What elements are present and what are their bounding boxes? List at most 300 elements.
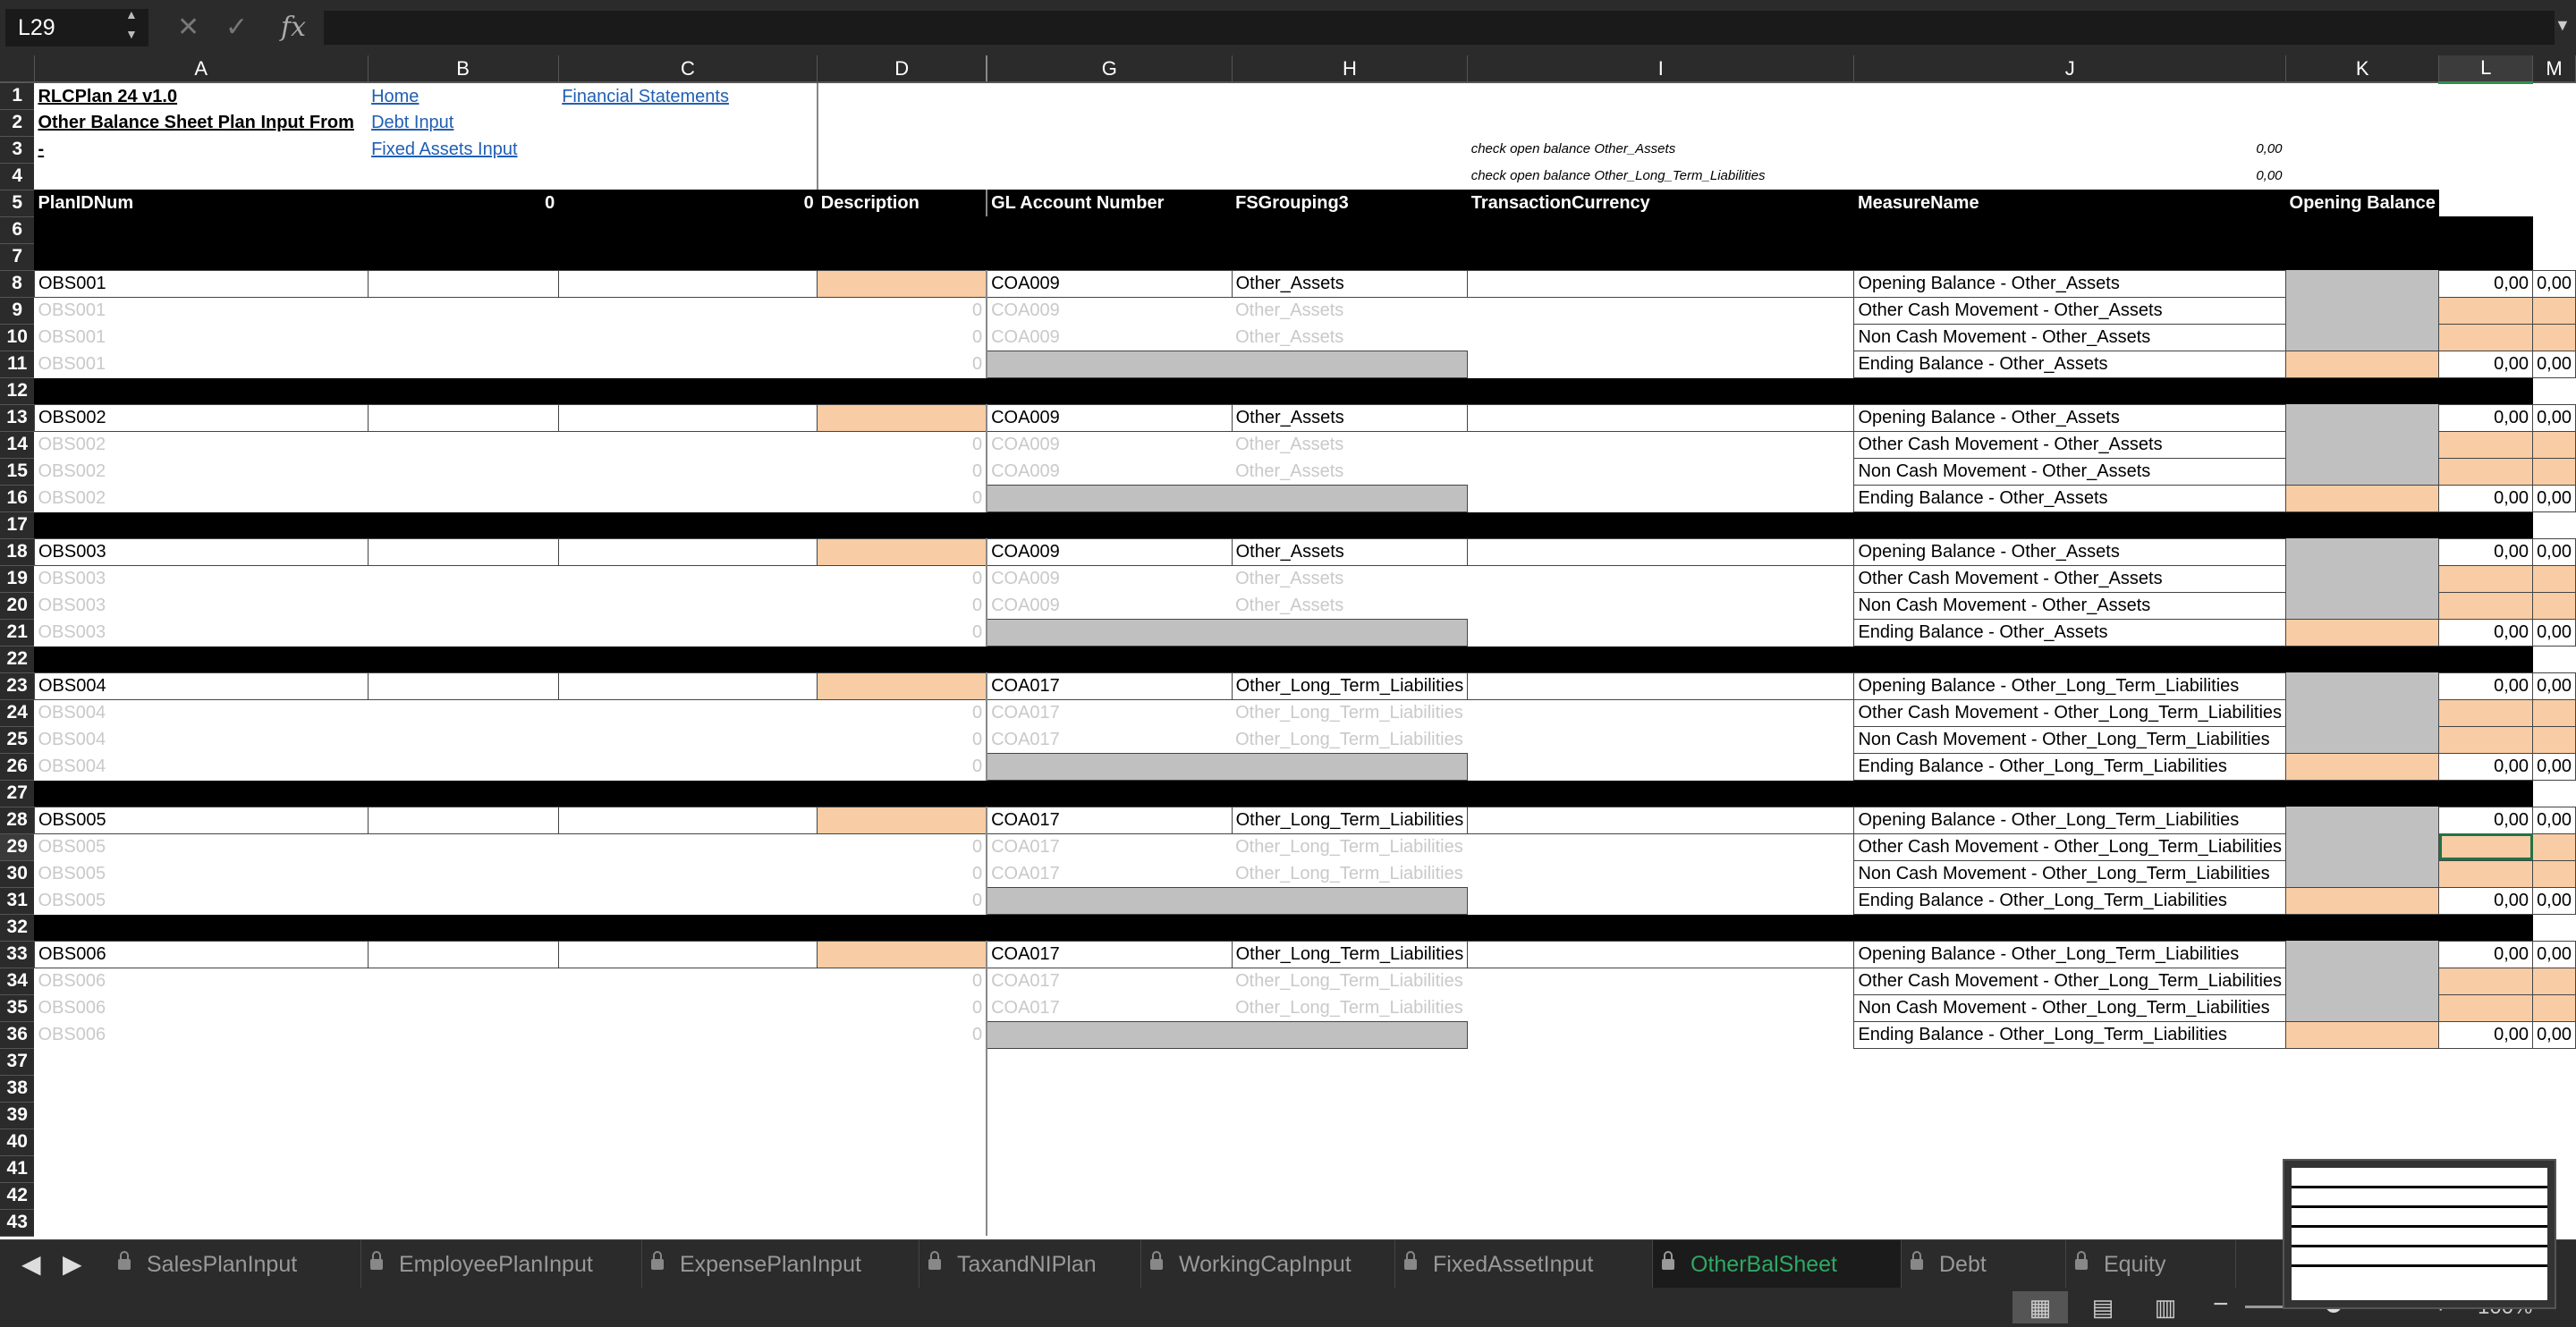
cell[interactable] [1854, 1128, 2286, 1155]
name-box-down-icon[interactable]: ▼ [125, 27, 138, 41]
cell[interactable] [1232, 163, 1468, 190]
tab-otherbalsheet[interactable] [1653, 1240, 1902, 1289]
plan-id[interactable]: OBS006 [34, 941, 368, 968]
debt-input-link[interactable]: Debt Input [371, 113, 454, 132]
page-layout-icon[interactable]: ▤ [2091, 1294, 2114, 1321]
cell[interactable] [1468, 109, 1854, 136]
value-l[interactable] [2439, 860, 2533, 887]
input-b[interactable] [368, 807, 558, 833]
tab-fixedassetinput[interactable] [1395, 1240, 1653, 1289]
plan-id[interactable]: OBS004 [38, 730, 106, 749]
value-m[interactable] [2533, 699, 2576, 726]
value-m[interactable]: 0,00 [2533, 1021, 2576, 1048]
formula-input[interactable] [324, 11, 2555, 45]
transaction-currency[interactable] [1468, 860, 1854, 887]
cell[interactable] [2439, 136, 2533, 163]
cell[interactable] [558, 619, 818, 646]
separator-band[interactable] [34, 216, 2532, 243]
opening-balance-input[interactable] [2286, 431, 2439, 458]
cell[interactable] [1232, 1102, 1468, 1128]
plan-id[interactable]: OBS005 [38, 864, 106, 883]
transaction-currency[interactable] [1468, 351, 1854, 377]
plan-id[interactable]: OBS004 [34, 672, 368, 699]
transaction-currency[interactable] [1468, 968, 1854, 994]
cell[interactable] [368, 1102, 558, 1128]
description-zero[interactable]: 0 [818, 485, 987, 511]
gl-account[interactable]: COA017 [991, 971, 1060, 992]
value-m[interactable]: 0,00 [2533, 619, 2576, 646]
cell[interactable] [987, 1048, 1232, 1075]
row-header[interactable]: 37 [0, 1048, 34, 1075]
cell[interactable] [818, 1209, 987, 1236]
cell[interactable] [558, 1128, 818, 1155]
value-l[interactable]: 0,00 [2439, 619, 2533, 646]
locked-cell[interactable] [987, 351, 1468, 377]
cell[interactable] [558, 163, 818, 190]
row-header[interactable]: 25 [0, 726, 34, 753]
row-header[interactable]: 4 [0, 163, 34, 190]
value-m[interactable] [2533, 565, 2576, 592]
transaction-currency[interactable] [1468, 404, 1854, 431]
input-c[interactable] [558, 672, 818, 699]
cell[interactable] [558, 968, 818, 994]
measure-name[interactable]: Opening Balance - Other_Assets [1854, 404, 2286, 431]
column-header-d[interactable]: D [818, 55, 987, 82]
gl-account[interactable]: COA017 [987, 807, 1232, 833]
transaction-currency[interactable] [1468, 699, 1854, 726]
measure-name[interactable]: Other Cash Movement - Other_Long_Term_Liabilities [1854, 968, 2286, 994]
opening-balance-input[interactable] [2286, 592, 2439, 619]
gl-account[interactable]: COA009 [991, 461, 1060, 481]
cell[interactable] [368, 351, 558, 377]
column-header-i[interactable]: I [1468, 55, 1854, 82]
opening-balance-input[interactable] [2286, 968, 2439, 994]
cell[interactable] [368, 726, 558, 753]
cell[interactable] [368, 297, 558, 324]
cell[interactable] [368, 1155, 558, 1182]
cell[interactable] [818, 1048, 987, 1075]
measure-name[interactable]: Other Cash Movement - Other_Long_Term_Liabilities [1854, 833, 2286, 860]
value-l[interactable] [2439, 968, 2533, 994]
fs-grouping[interactable]: Other_Assets [1232, 270, 1468, 297]
plan-id[interactable]: OBS002 [38, 488, 106, 508]
cell[interactable] [34, 1048, 368, 1075]
cell[interactable] [368, 1075, 558, 1102]
value-m[interactable]: 0,00 [2533, 753, 2576, 780]
cell[interactable] [2286, 82, 2439, 109]
page-break-icon[interactable]: ▥ [2154, 1294, 2177, 1321]
cell[interactable] [34, 1102, 368, 1128]
row-header[interactable]: 19 [0, 565, 34, 592]
zoom-out-icon[interactable]: − [2213, 1289, 2229, 1319]
description-zero[interactable]: 0 [818, 833, 987, 860]
header-c-zero[interactable]: 0 [558, 190, 818, 216]
cell[interactable] [1854, 1048, 2286, 1075]
input-c[interactable] [558, 538, 818, 565]
measure-name[interactable]: Non Cash Movement - Other_Long_Term_Liabilities [1854, 860, 2286, 887]
plan-id[interactable]: OBS004 [38, 756, 106, 776]
measure-name[interactable]: Opening Balance - Other_Long_Term_Liabilities [1854, 807, 2286, 833]
value-l[interactable]: 0,00 [2439, 941, 2533, 968]
row-header[interactable]: 11 [0, 351, 34, 377]
value-l[interactable] [2439, 833, 2533, 860]
value-l[interactable]: 0,00 [2439, 807, 2533, 833]
cell[interactable] [1468, 1075, 1854, 1102]
cell[interactable] [1468, 1128, 1854, 1155]
value-m[interactable] [2533, 860, 2576, 887]
locked-cell[interactable] [987, 887, 1468, 914]
fs-grouping[interactable]: Other_Assets [1235, 435, 1344, 455]
cell[interactable] [987, 136, 1232, 163]
value-m[interactable] [2533, 431, 2576, 458]
row-header[interactable]: 3 [0, 136, 34, 163]
fs-grouping[interactable]: Other_Assets [1232, 538, 1468, 565]
cell[interactable] [558, 887, 818, 914]
cell[interactable] [2439, 1102, 2533, 1128]
opening-balance-input[interactable] [2286, 807, 2439, 833]
measure-name[interactable]: Opening Balance - Other_Long_Term_Liabilities [1854, 672, 2286, 699]
column-header-g[interactable]: G [987, 55, 1232, 82]
measure-name[interactable]: Non Cash Movement - Other_Assets [1854, 592, 2286, 619]
separator-band[interactable] [34, 511, 2532, 538]
transaction-currency[interactable] [1468, 324, 1854, 351]
header-description[interactable]: Description [818, 190, 987, 216]
gl-account[interactable]: COA017 [987, 941, 1232, 968]
row-header[interactable]: 13 [0, 404, 34, 431]
value-m[interactable]: 0,00 [2533, 672, 2576, 699]
row-header[interactable]: 10 [0, 324, 34, 351]
cell[interactable] [368, 1048, 558, 1075]
cell[interactable] [818, 109, 987, 136]
gl-account[interactable]: COA009 [991, 595, 1060, 615]
gl-account[interactable]: COA009 [991, 569, 1060, 589]
normal-view-icon[interactable]: ▦ [2012, 1291, 2068, 1323]
opening-balance-input[interactable] [2286, 699, 2439, 726]
input-b[interactable] [368, 270, 558, 297]
cell[interactable] [987, 1155, 1232, 1182]
row-header[interactable]: 33 [0, 941, 34, 968]
fs-grouping[interactable]: Other_Assets [1232, 404, 1468, 431]
plan-id[interactable]: OBS006 [38, 1025, 106, 1044]
header-b-zero[interactable]: 0 [368, 190, 558, 216]
value-m[interactable]: 0,00 [2533, 807, 2576, 833]
row-header[interactable]: 27 [0, 780, 34, 807]
cell[interactable] [818, 1182, 987, 1209]
cell[interactable] [368, 860, 558, 887]
row-header[interactable]: 40 [0, 1128, 34, 1155]
cell[interactable] [368, 485, 558, 511]
header-opening-balance[interactable]: Opening Balance [2286, 190, 2439, 216]
measure-name[interactable]: Ending Balance - Other_Assets [1854, 485, 2286, 511]
value-m[interactable]: 0,00 [2533, 887, 2576, 914]
description-input[interactable] [818, 807, 987, 833]
cell[interactable] [2286, 136, 2439, 163]
value-m[interactable] [2533, 324, 2576, 351]
cell[interactable] [2286, 109, 2439, 136]
measure-name[interactable]: Other Cash Movement - Other_Long_Term_Liabilities [1854, 699, 2286, 726]
fs-grouping[interactable]: Other_Long_Term_Liabilities [1235, 837, 1463, 858]
cell[interactable] [368, 1021, 558, 1048]
fixed-assets-input-link[interactable]: Fixed Assets Input [371, 139, 518, 159]
cell[interactable] [34, 1182, 368, 1209]
cell[interactable] [1854, 1209, 2286, 1236]
plan-version-title[interactable]: RLCPlan 24 v1.0 [38, 86, 178, 106]
row-header[interactable]: 21 [0, 619, 34, 646]
measure-name[interactable]: Other Cash Movement - Other_Assets [1854, 297, 2286, 324]
plan-id[interactable]: OBS006 [38, 998, 106, 1018]
description-zero[interactable]: 0 [818, 753, 987, 780]
tab-taxandniplan[interactable] [919, 1240, 1141, 1289]
header-measurename[interactable]: MeasureName [1854, 190, 2286, 216]
row-header[interactable]: 24 [0, 699, 34, 726]
tab-salesplaninput[interactable] [109, 1240, 361, 1289]
value-m[interactable]: 0,00 [2533, 538, 2576, 565]
row-header[interactable]: 30 [0, 860, 34, 887]
row-header[interactable]: 2 [0, 109, 34, 136]
value-l[interactable]: 0,00 [2439, 753, 2533, 780]
value-m[interactable] [2533, 994, 2576, 1021]
row-header[interactable]: 34 [0, 968, 34, 994]
value-l[interactable] [2439, 699, 2533, 726]
transaction-currency[interactable] [1468, 672, 1854, 699]
transaction-currency[interactable] [1468, 431, 1854, 458]
cell[interactable] [558, 699, 818, 726]
measure-name[interactable]: Ending Balance - Other_Long_Term_Liabilities [1854, 887, 2286, 914]
cell[interactable] [34, 1209, 368, 1236]
row-header[interactable]: 20 [0, 592, 34, 619]
cell[interactable] [558, 297, 818, 324]
cell[interactable] [1468, 1048, 1854, 1075]
cell[interactable] [1854, 1182, 2286, 1209]
cell[interactable] [558, 994, 818, 1021]
cell[interactable] [987, 109, 1232, 136]
plan-id[interactable]: OBS002 [38, 435, 106, 455]
cell[interactable] [558, 1048, 818, 1075]
description-input[interactable] [818, 404, 987, 431]
fs-grouping[interactable]: Other_Long_Term_Liabilities [1232, 672, 1468, 699]
row-header[interactable]: 6 [0, 216, 34, 243]
description-zero[interactable]: 0 [818, 297, 987, 324]
cell[interactable] [1854, 1155, 2286, 1182]
transaction-currency[interactable] [1468, 485, 1854, 511]
cell[interactable] [558, 351, 818, 377]
plan-id[interactable]: OBS006 [38, 971, 106, 992]
cell[interactable] [987, 82, 1232, 109]
measure-name[interactable]: Non Cash Movement - Other_Long_Term_Liabilities [1854, 994, 2286, 1021]
description-input[interactable] [818, 538, 987, 565]
cell[interactable] [1468, 1155, 1854, 1182]
cell[interactable] [987, 1102, 1232, 1128]
description-zero[interactable]: 0 [818, 565, 987, 592]
row-header[interactable]: 28 [0, 807, 34, 833]
plan-id[interactable]: OBS003 [38, 596, 106, 615]
opening-balance-input[interactable] [2286, 941, 2439, 968]
measure-name[interactable]: Ending Balance - Other_Assets [1854, 351, 2286, 377]
description-zero[interactable]: 0 [818, 1021, 987, 1048]
transaction-currency[interactable] [1468, 538, 1854, 565]
opening-balance-input[interactable] [2286, 565, 2439, 592]
description-zero[interactable]: 0 [818, 726, 987, 753]
cell[interactable] [368, 753, 558, 780]
locked-cell[interactable] [987, 485, 1468, 511]
separator-band[interactable] [34, 243, 2532, 270]
opening-balance-input[interactable] [2286, 404, 2439, 431]
input-b[interactable] [368, 941, 558, 968]
formula-expand-icon[interactable]: ▼ [2555, 16, 2571, 34]
plan-id[interactable]: OBS001 [34, 270, 368, 297]
opening-balance-input[interactable] [2286, 619, 2439, 646]
opening-balance-input[interactable] [2286, 726, 2439, 753]
home-link[interactable]: Home [371, 86, 419, 106]
value-l[interactable]: 0,00 [2439, 351, 2533, 377]
cell[interactable] [368, 324, 558, 351]
cell[interactable] [368, 968, 558, 994]
row-header[interactable]: 23 [0, 672, 34, 699]
opening-balance-input[interactable] [2286, 1021, 2439, 1048]
cell[interactable] [558, 1155, 818, 1182]
fs-grouping[interactable]: Other_Long_Term_Liabilities [1235, 863, 1463, 883]
row-header[interactable]: 7 [0, 243, 34, 270]
fs-grouping[interactable]: Other_Assets [1235, 569, 1344, 589]
cell[interactable] [2439, 1128, 2533, 1155]
row-header[interactable]: 17 [0, 511, 34, 538]
transaction-currency[interactable] [1468, 458, 1854, 485]
fs-grouping[interactable]: Other_Long_Term_Liabilities [1235, 971, 1463, 992]
gl-account[interactable]: COA009 [987, 270, 1232, 297]
opening-balance-input[interactable] [2286, 351, 2439, 377]
description-zero[interactable]: 0 [818, 619, 987, 646]
transaction-currency[interactable] [1468, 941, 1854, 968]
cell[interactable] [2439, 1075, 2533, 1102]
value-l[interactable] [2439, 458, 2533, 485]
fs-grouping[interactable]: Other_Assets [1235, 595, 1344, 615]
input-c[interactable] [558, 270, 818, 297]
opening-balance-input[interactable] [2286, 753, 2439, 780]
header-transaction-currency[interactable]: TransactionCurrency [1468, 190, 1854, 216]
gl-account[interactable]: COA017 [987, 672, 1232, 699]
cell[interactable] [1854, 82, 2286, 109]
row-header[interactable]: 32 [0, 914, 34, 941]
cell[interactable] [558, 1182, 818, 1209]
row-header[interactable]: 35 [0, 994, 34, 1021]
opening-balance-input[interactable] [2286, 485, 2439, 511]
gl-account[interactable]: COA017 [991, 703, 1060, 723]
transaction-currency[interactable] [1468, 726, 1854, 753]
confirm-icon[interactable]: ✓ [225, 13, 249, 42]
fs-grouping[interactable]: Other_Long_Term_Liabilities [1232, 807, 1468, 833]
cell[interactable] [368, 431, 558, 458]
cell[interactable] [368, 699, 558, 726]
check-other-assets-label[interactable]: check open balance Other_Assets [1470, 141, 1676, 156]
plan-id[interactable]: OBS005 [34, 807, 368, 833]
cell[interactable] [2439, 1048, 2533, 1075]
description-zero[interactable]: 0 [818, 592, 987, 619]
value-m[interactable] [2533, 297, 2576, 324]
value-l[interactable] [2439, 994, 2533, 1021]
cell[interactable] [1232, 1075, 1468, 1102]
opening-balance-input[interactable] [2286, 994, 2439, 1021]
cell[interactable] [558, 431, 818, 458]
cell[interactable] [987, 1209, 1232, 1236]
opening-balance-input[interactable] [2286, 324, 2439, 351]
cell[interactable] [2439, 82, 2533, 109]
column-header-m[interactable]: M [2533, 55, 2576, 82]
fs-grouping[interactable]: Other_Assets [1235, 300, 1344, 321]
cell[interactable] [34, 163, 368, 190]
transaction-currency[interactable] [1468, 833, 1854, 860]
measure-name[interactable]: Ending Balance - Other_Long_Term_Liabilities [1854, 753, 2286, 780]
cell[interactable] [2286, 1128, 2439, 1155]
description-zero[interactable]: 0 [818, 860, 987, 887]
cell[interactable] [2286, 163, 2439, 190]
value-m[interactable] [2533, 833, 2576, 860]
gl-account[interactable]: COA009 [991, 435, 1060, 455]
cell[interactable] [368, 1182, 558, 1209]
plan-id[interactable]: OBS002 [38, 461, 106, 481]
cell[interactable] [558, 726, 818, 753]
gl-account[interactable]: COA009 [987, 538, 1232, 565]
value-l[interactable]: 0,00 [2439, 672, 2533, 699]
opening-balance-input[interactable] [2286, 672, 2439, 699]
cell[interactable] [34, 1075, 368, 1102]
cell[interactable] [2439, 163, 2533, 190]
tab-debt[interactable] [1902, 1240, 2066, 1289]
opening-balance-input[interactable] [2286, 270, 2439, 297]
cell[interactable] [558, 1209, 818, 1236]
cell[interactable] [558, 565, 818, 592]
transaction-currency[interactable] [1468, 994, 1854, 1021]
value-m[interactable]: 0,00 [2533, 485, 2576, 511]
value-l[interactable]: 0,00 [2439, 1021, 2533, 1048]
cell[interactable] [2286, 1048, 2439, 1075]
transaction-currency[interactable] [1468, 753, 1854, 780]
cell[interactable] [368, 458, 558, 485]
plan-id[interactable]: OBS003 [34, 538, 368, 565]
value-l[interactable]: 0,00 [2439, 404, 2533, 431]
value-l[interactable] [2439, 431, 2533, 458]
cell[interactable] [987, 1128, 1232, 1155]
row-header[interactable]: 9 [0, 297, 34, 324]
row-header[interactable]: 15 [0, 458, 34, 485]
separator-band[interactable] [34, 914, 2532, 941]
cell[interactable] [1232, 82, 1468, 109]
cell[interactable] [368, 565, 558, 592]
cell[interactable] [1468, 1182, 1854, 1209]
gl-account[interactable]: COA009 [991, 326, 1060, 347]
cell[interactable] [558, 458, 818, 485]
cell[interactable] [818, 82, 987, 109]
cell[interactable] [558, 860, 818, 887]
row-header[interactable]: 22 [0, 646, 34, 672]
column-header-l[interactable]: L [2439, 55, 2533, 82]
measure-name[interactable]: Non Cash Movement - Other_Assets [1854, 458, 2286, 485]
gl-account[interactable]: COA017 [991, 729, 1060, 749]
row-header[interactable]: 42 [0, 1182, 34, 1209]
description-input[interactable] [818, 941, 987, 968]
locked-cell[interactable] [987, 753, 1468, 780]
row-header[interactable]: 12 [0, 377, 34, 404]
description-zero[interactable]: 0 [818, 351, 987, 377]
separator-band[interactable] [34, 377, 2532, 404]
value-m[interactable] [2533, 592, 2576, 619]
plan-id[interactable]: OBS002 [34, 404, 368, 431]
fs-grouping[interactable]: Other_Long_Term_Liabilities [1235, 997, 1463, 1018]
plan-id[interactable]: OBS004 [38, 703, 106, 723]
cell[interactable] [987, 1075, 1232, 1102]
fs-grouping[interactable]: Other_Long_Term_Liabilities [1232, 941, 1468, 968]
measure-name[interactable]: Opening Balance - Other_Assets [1854, 538, 2286, 565]
plan-id[interactable]: OBS003 [38, 569, 106, 589]
